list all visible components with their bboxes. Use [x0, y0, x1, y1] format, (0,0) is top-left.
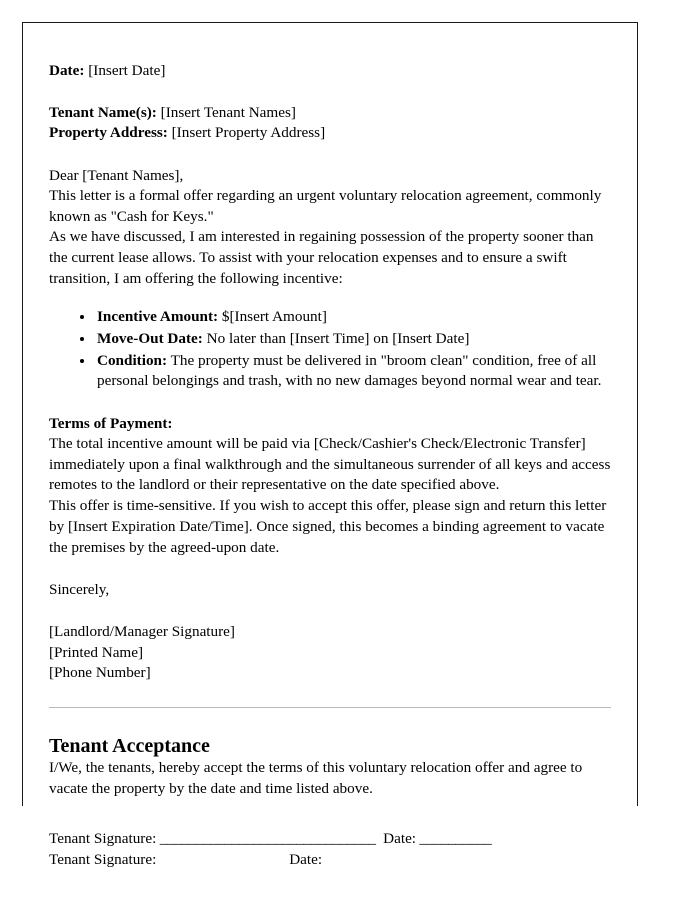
date-line	[49, 61, 611, 81]
property-address-label: Property Address:	[49, 124, 168, 142]
incentive-amount-label: Incentive Amount:	[97, 308, 219, 326]
intro-paragraph: This letter is a formal offer regarding an urgent voluntary relocation agreement, commonly known as "Cash for Keys."	[49, 186, 602, 225]
landlord-signature-block	[49, 622, 611, 683]
condition-value: The property must be delivered in "broom clean" condition, free of all personal belongings and trash, with no new damages beyond normal wear and tear.	[97, 351, 602, 390]
incentive-list	[49, 307, 611, 392]
landlord-signature-placeholder: [Landlord/Manager Signature]	[49, 623, 235, 641]
time-sensitive-paragraph: This offer is time-sensitive. If you wish to accept this offer, please sign and return this letter by [Insert Expiration Date/Time]. Once signed, this becomes a binding agreement to vacate the premises by the agreed-upon date.	[49, 497, 607, 556]
tenant-date-label: Date:	[383, 830, 417, 848]
acceptance-statement: I/We, the tenants, hereby accept the terms of this voluntary relocation offer and agree to vacate the property by the date and time listed above.	[49, 759, 583, 797]
section-divider	[49, 707, 611, 708]
terms-of-payment-heading: Terms of Payment:	[49, 414, 173, 432]
list-item	[95, 351, 611, 392]
table-row	[49, 850, 611, 870]
condition-label: Condition:	[97, 351, 168, 369]
tenant-name-label: Tenant Name(s):	[49, 104, 157, 122]
tenant-signature-fill[interactable]: ______________________________	[156, 830, 376, 848]
list-item	[95, 329, 611, 350]
parties-block	[49, 103, 611, 143]
table-row	[49, 829, 611, 849]
tenant-signature-label: Tenant Signature:	[49, 850, 157, 868]
phone-number-placeholder: [Phone Number]	[49, 663, 151, 681]
tenant-date-fill[interactable]: __________	[416, 830, 492, 848]
tenant-signature-label: Tenant Signature:	[49, 830, 157, 848]
printed-name-placeholder: [Printed Name]	[49, 643, 144, 661]
property-address-value: [Insert Property Address]	[171, 124, 326, 142]
discussion-paragraph: As we have discussed, I am interested in regaining possession of the property sooner than the current lease allows. To assist with your relocation expenses and to ensure a swift transition, I am offering the following incentive:	[49, 228, 594, 287]
tenant-date-label: Date:	[289, 850, 323, 868]
tenant-signature-rows	[49, 829, 611, 869]
move-out-date-value: No later than [Insert Time] on [Insert Date]	[206, 329, 470, 347]
date-value: [Insert Date]	[88, 62, 166, 79]
tenant-acceptance-heading: Tenant Acceptance	[49, 735, 210, 758]
date-label: Date:	[49, 62, 85, 79]
list-item	[95, 307, 611, 328]
salutation: Dear [Tenant Names],	[49, 166, 184, 184]
document-body	[23, 23, 637, 870]
payment-detail-paragraph: The total incentive amount will be paid via [Check/Cashier's Check/Electronic Transfer] immediately upon a final walkthrough and the simultaneous surrender of all keys and access remotes to the landlord or their representative on the date specified above.	[49, 435, 611, 494]
incentive-amount-value: $[Insert Amount]	[221, 308, 327, 326]
move-out-date-label: Move-Out Date:	[97, 329, 203, 347]
sincerely-line: Sincerely,	[49, 581, 110, 599]
tenant-name-line	[49, 103, 611, 123]
document-page	[22, 22, 638, 868]
tenant-name-value: [Insert Tenant Names]	[160, 104, 296, 122]
property-address-line	[49, 123, 611, 143]
